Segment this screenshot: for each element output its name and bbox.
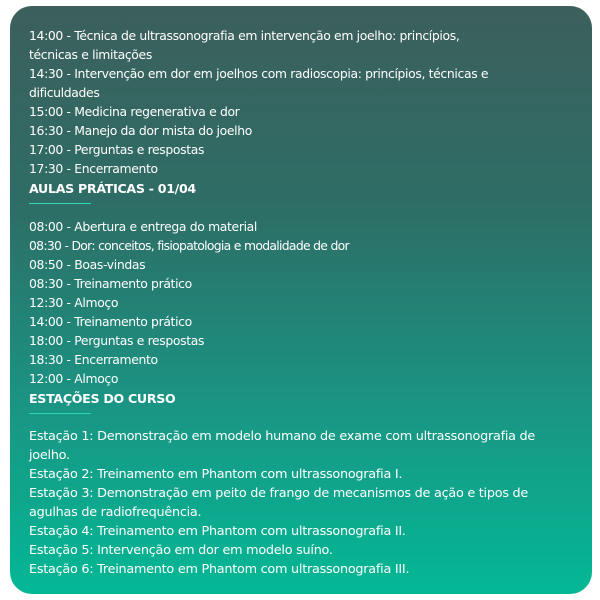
- station-item: Estação 6: Treinamento em Phantom com ultrassonografia III.: [29, 562, 410, 577]
- station-item: Estação 2: Treinamento em Phantom com ultrassonografia I.: [29, 467, 403, 482]
- aulas-praticas-list: [29, 217, 572, 388]
- schedule-item: 16:30 - Manejo da dor mista do joelho: [29, 123, 252, 138]
- schedule-item: 15:00 - Medicina regenerativa e dor: [29, 104, 240, 119]
- schedule-item: 08:00 - Abertura e entrega do material: [29, 219, 257, 234]
- schedule-item: 14:00 - Técnica de ultrassonografia em intervenção em joelho: princípios, técnicas e limitações: [29, 28, 460, 62]
- schedule-item: 17:00 - Perguntas e respostas: [29, 142, 205, 157]
- estacoes-list: [29, 427, 572, 579]
- schedule-item: 14:00 - Treinamento prático: [29, 314, 192, 329]
- section-heading-estacoes: ESTAÇÕES DO CURSO: [29, 391, 176, 406]
- section-heading-aulas-praticas: AULAS PRÁTICAS - 01/04: [29, 181, 196, 196]
- schedule-item: 14:30 - Intervenção em dor em joelhos com radioscopia: princípios, técnicas e dificuldades: [29, 66, 489, 100]
- section-divider: [29, 203, 91, 204]
- schedule-day1-list: [29, 26, 572, 178]
- schedule-item: 08:50 - Boas-vindas: [29, 257, 146, 272]
- station-item: Estação 3: Demonstração em peito de frango de mecanismos de ação e tipos de agulhas de radiofrequência.: [29, 486, 529, 520]
- schedule-item: 08:30 - Treinamento prático: [29, 276, 192, 291]
- section-divider: [29, 413, 91, 414]
- schedule-item: 08:30 - Dor: conceitos, fisiopatologia e modalidade de dor: [29, 238, 349, 253]
- schedule-item: 12:30 - Almoço: [29, 295, 119, 310]
- schedule-card: [10, 6, 592, 594]
- station-item: Estação 4: Treinamento em Phantom com ultrassonografia II.: [29, 524, 406, 539]
- schedule-item: 12:00 - Almoço: [29, 371, 119, 386]
- schedule-item: 18:00 - Perguntas e respostas: [29, 333, 205, 348]
- station-item: Estação 5: Intervenção em dor em modelo suíno.: [29, 543, 333, 558]
- schedule-item: 18:30 - Encerramento: [29, 352, 158, 367]
- schedule-item: 17:30 - Encerramento: [29, 161, 158, 176]
- station-item: Estação 1: Demonstração em modelo humano de exame com ultrassonografia de joelho.: [29, 429, 536, 463]
